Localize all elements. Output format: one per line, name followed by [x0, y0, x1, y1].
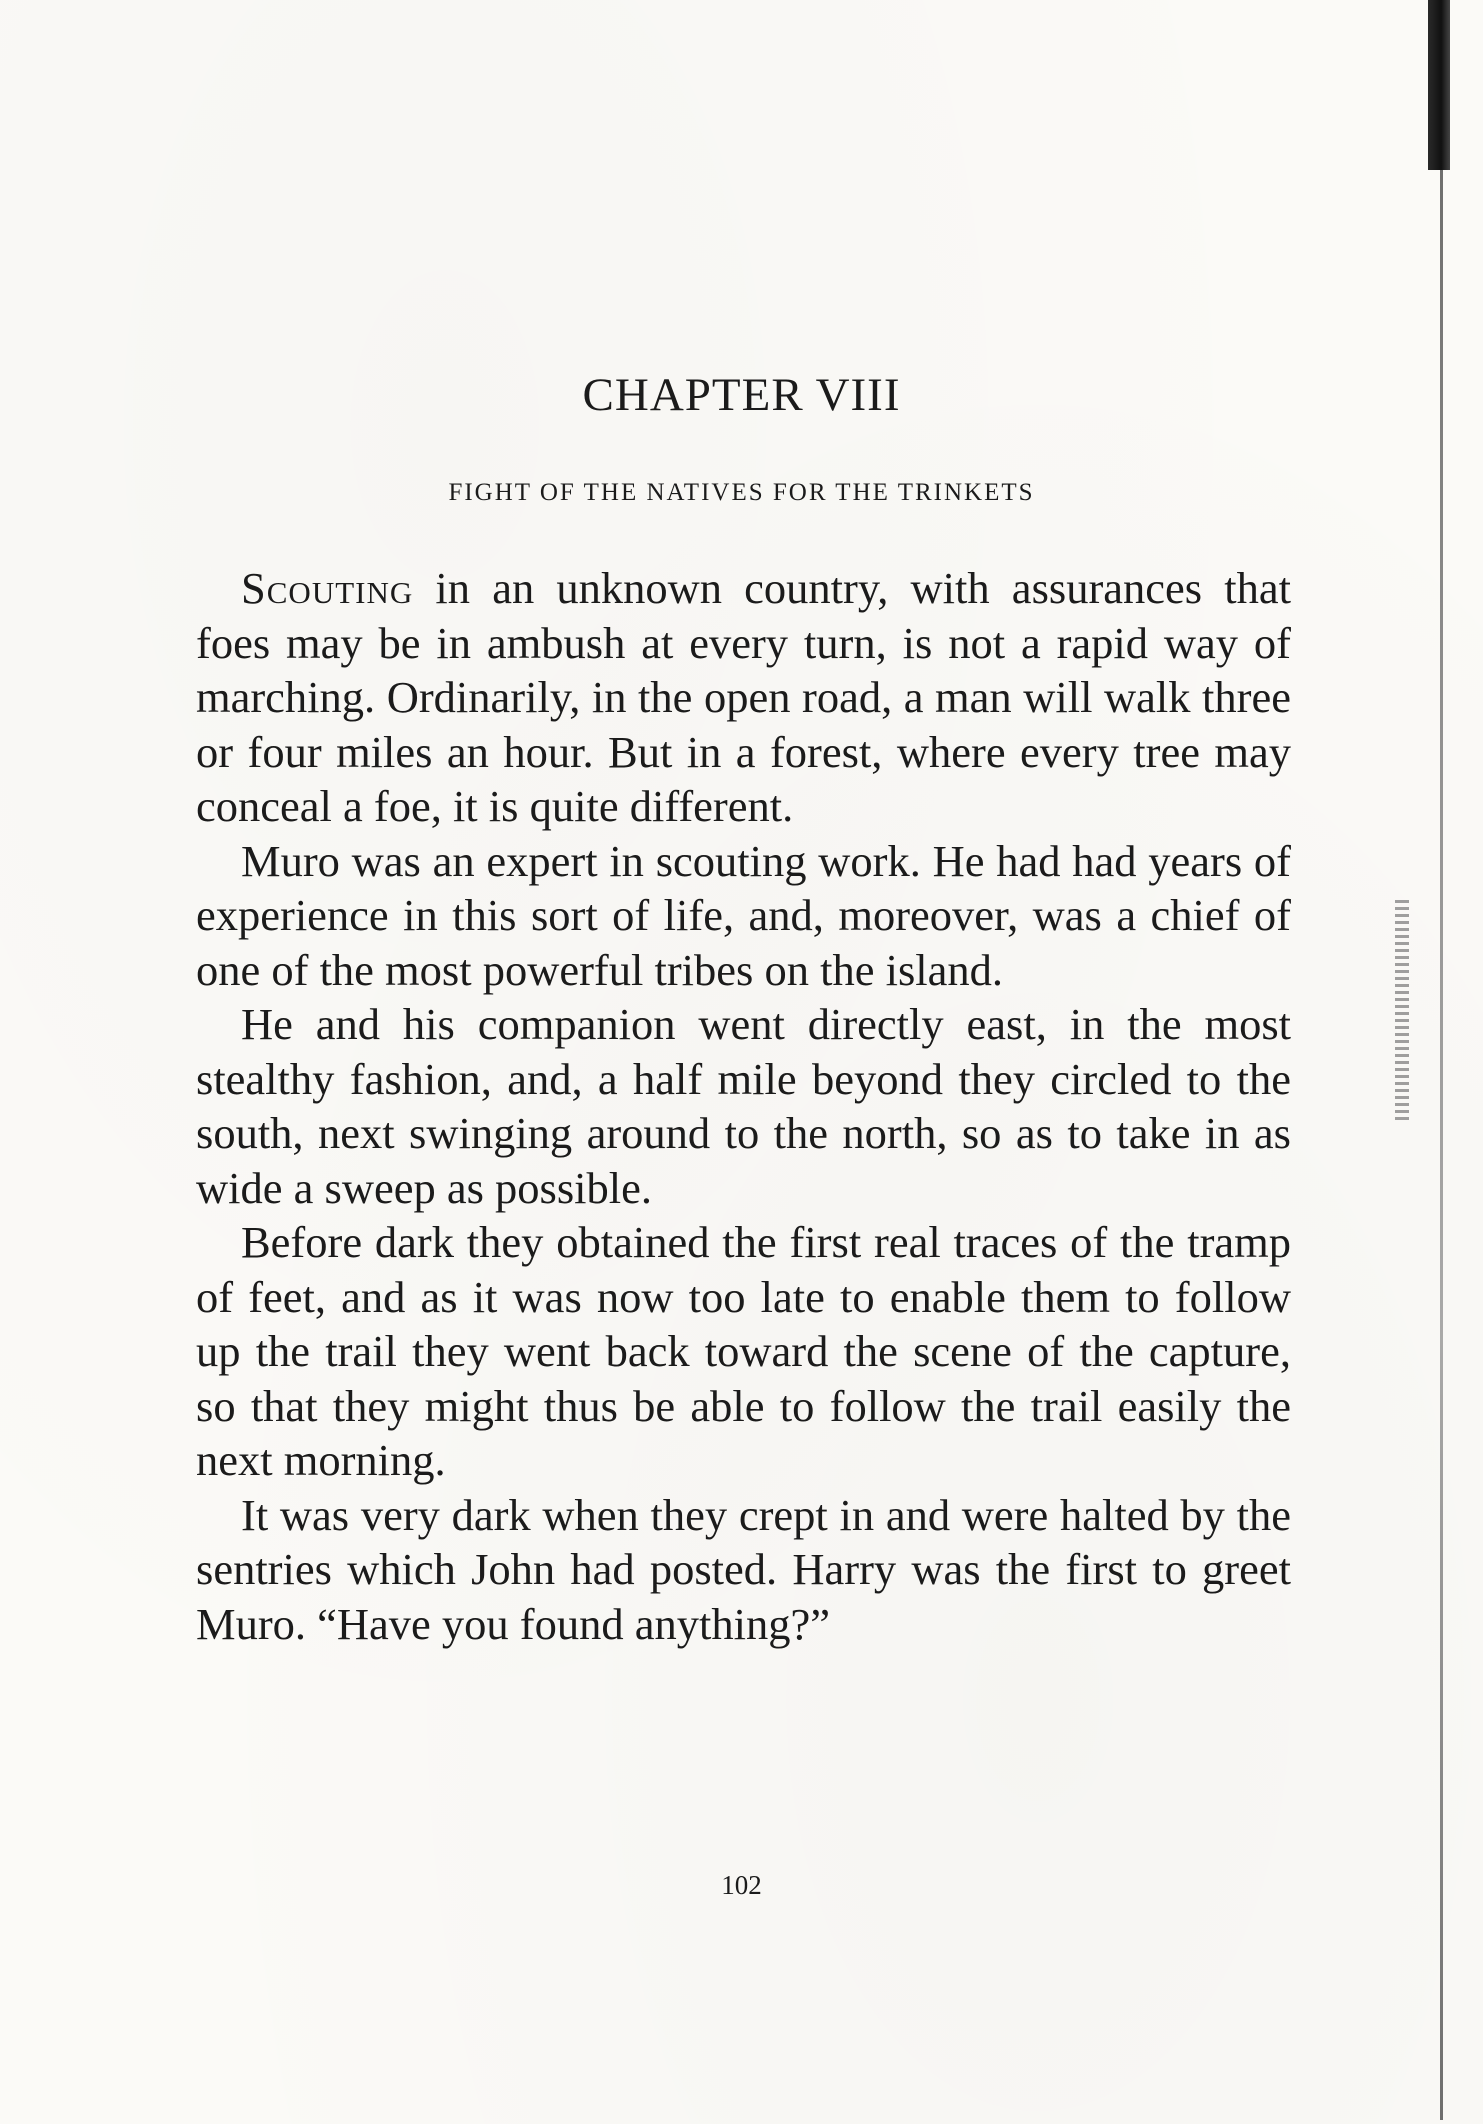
paragraph: [196, 834, 1291, 998]
body-text: [196, 561, 1291, 1651]
chapter-subtitle: FIGHT OF THE NATIVES FOR THE TRINKETS: [448, 479, 1035, 506]
page-edge-shadow: [1428, 0, 1450, 170]
paragraph: [196, 1488, 1291, 1652]
paragraph-lead-word: Scouting: [241, 563, 414, 613]
paragraph-text: It was very dark when they crept in and were halted by the sentries which John had posted. Harry was the first to greet Muro. “Have you found anything?”: [196, 1489, 1291, 1649]
paragraph: [196, 561, 1291, 834]
paragraph-text: Muro was an expert in scouting work. He had had years of experience in this sort of life, and, moreover, was a chief of one of the most powerful tribes on the island.: [196, 835, 1291, 995]
paragraph: [196, 1215, 1291, 1488]
chapter-title: CHAPTER VIII: [582, 369, 901, 421]
paragraph-text: Before dark they obtained the first real traces of the tramp of feet, and as it was now too late to enable them to follow up the trail they went back toward the scene of the capture, so that they might thus be able to follow the trail easily the next morning.: [196, 1217, 1291, 1485]
paragraph: [196, 997, 1291, 1215]
paragraph-text: He and his companion went directly east, in the most stealthy fashion, and, a half mile beyond they circled to the south, next swinging around to the north, so as to take in as wide a sweep as possible.: [196, 999, 1291, 1213]
paragraph-text: in an unknown country, with assurances that foes may be in ambush at every turn, is not a rapid way of marching. Ordinarily, in the open road, a man will walk three or four miles an hour. But in a forest, where every tree may conceal a foe, it is quite different.: [196, 563, 1291, 831]
page-edge-mark: [1395, 900, 1409, 1120]
page-number: 102: [721, 1870, 762, 1900]
page-edge-line: [1440, 170, 1443, 2120]
